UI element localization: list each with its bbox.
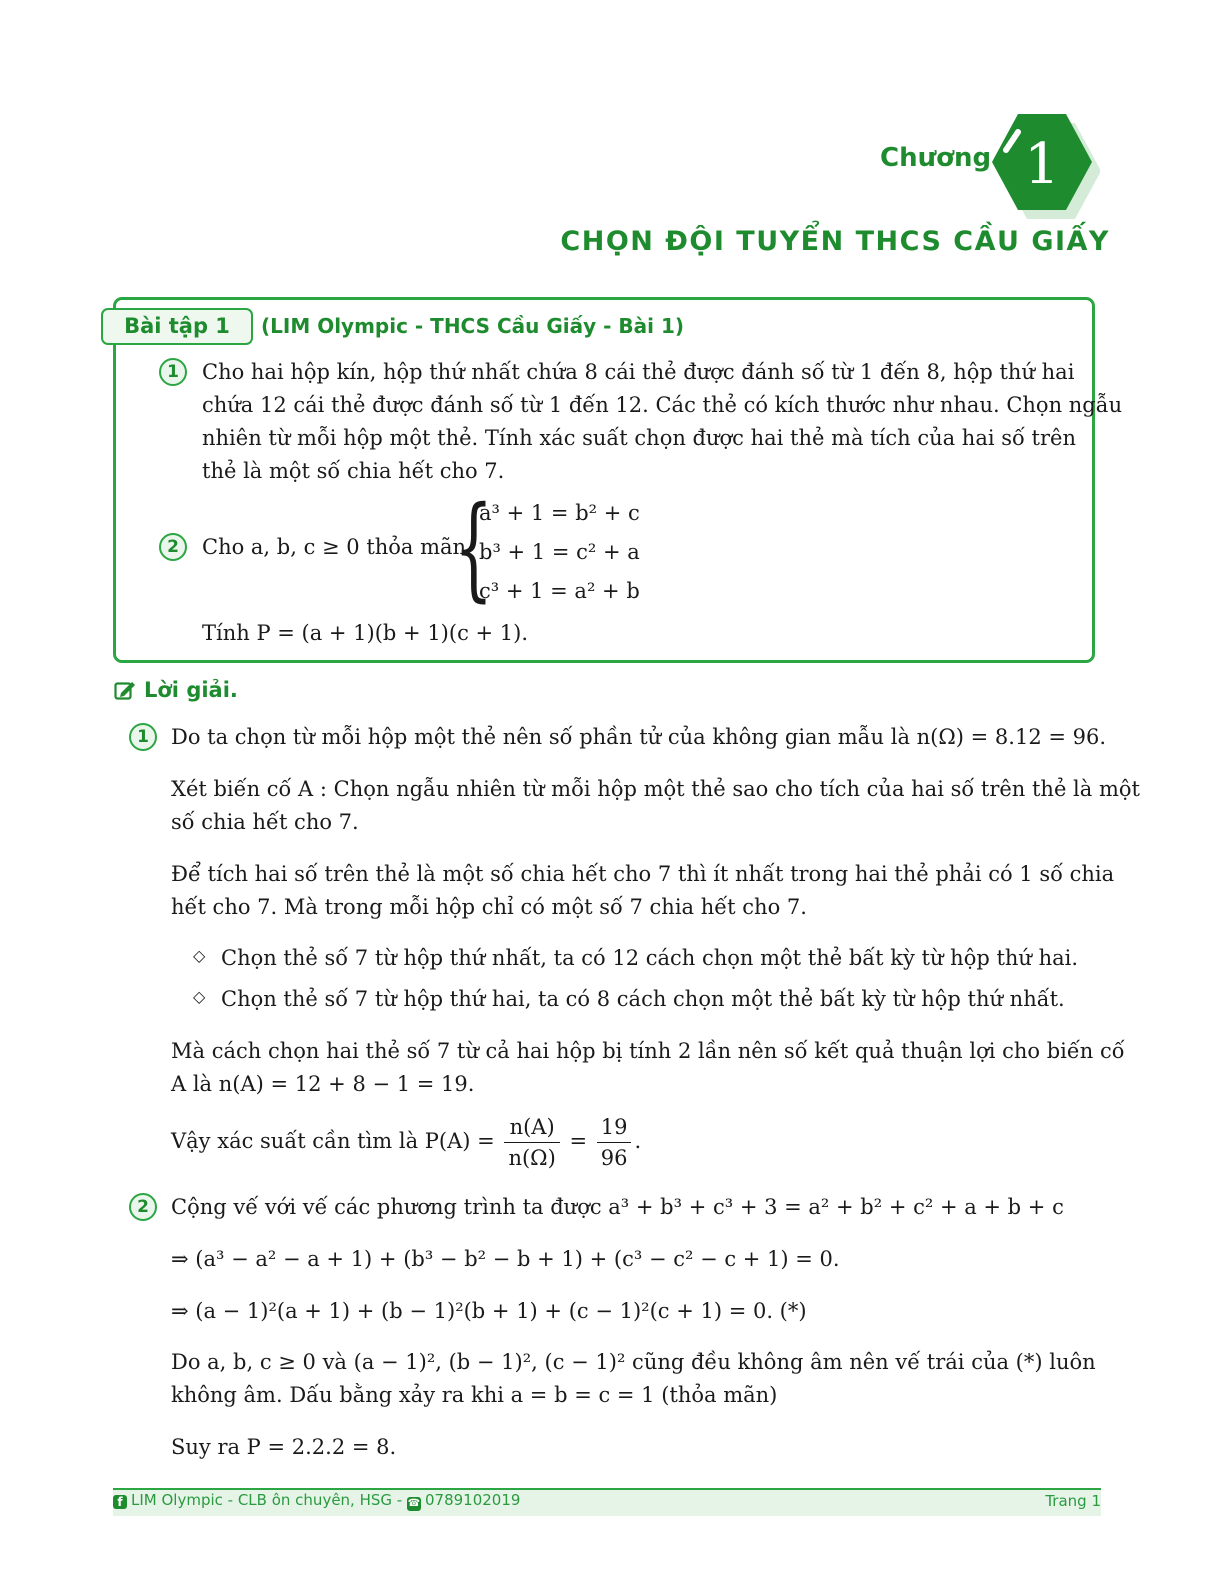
system-equation: c³ + 1 = a² + b	[479, 579, 640, 603]
equals-sign: =	[569, 1129, 588, 1153]
solution-heading	[114, 678, 238, 702]
problem-1-line: thẻ là một số chia hết cho 7.	[202, 459, 505, 483]
chapter-hexagon-badge	[988, 110, 1100, 222]
solution-line: Xét biến cố A : Chọn ngẫu nhiên từ mỗi hộp một thẻ sao cho tích của hai số trên thẻ là một	[171, 777, 1140, 801]
exercise-label: Bài tập 1	[101, 308, 253, 345]
page-number: Trang 1	[1045, 1492, 1101, 1510]
diamond-bullet-icon: ◇	[193, 946, 206, 965]
phone-icon: ☎	[407, 1498, 421, 1509]
solution-1-probability	[171, 1112, 641, 1173]
solution-line: Mà cách chọn hai thẻ số 7 từ cả hai hộp bị tính 2 lần nên số kết quả thuận lợi cho biến cố	[171, 1039, 1125, 1063]
solution-1-sample-space: Do ta chọn từ mỗi hộp một thẻ nên số phần tử của không gian mẫu là n(Ω) = 8.12 = 96.	[171, 725, 1107, 749]
period: .	[634, 1129, 642, 1153]
solution-line: hết cho 7. Mà trong mỗi hộp chỉ có một số 7 chia hết cho 7.	[171, 895, 807, 919]
exercise-source: (LIM Olympic - THCS Cầu Giấy - Bài 1)	[261, 314, 684, 338]
solution-line: không âm. Dấu bằng xảy ra khi a = b = c = 1 (thỏa mãn)	[171, 1383, 778, 1407]
footer-phone: 0789102019	[424, 1491, 521, 1509]
edit-icon	[114, 680, 136, 700]
problem-2-ask: Tính P = (a + 1)(b + 1)(c + 1).	[202, 621, 529, 645]
problem-2-number: 2	[159, 533, 187, 561]
problem-2-intro: Cho a, b, c ≥ 0 thỏa mãn	[202, 535, 467, 559]
fraction-19-96	[597, 1112, 632, 1173]
solution-2-number: 2	[129, 1193, 157, 1221]
fraction-denominator: 96	[600, 1146, 628, 1170]
footer-club-name: LIM Olympic - CLB ôn chuyên, HSG -	[131, 1491, 403, 1509]
diamond-bullet-icon: ◇	[193, 987, 206, 1006]
problem-1-number: 1	[159, 358, 187, 386]
solution-1-condition	[171, 858, 1114, 924]
solution-2-reason	[171, 1346, 1096, 1412]
solution-2-final: Suy ra P = 2.2.2 = 8.	[171, 1435, 397, 1459]
solution-2-sum: Cộng vế với vế các phương trình ta được a³ + b³ + c³ + 3 = a² + b² + c² + a + b + c	[171, 1195, 1064, 1219]
chapter-label: Chương	[880, 143, 992, 173]
solution-1-number: 1	[129, 723, 157, 751]
equation-system	[479, 494, 640, 611]
bullet-item: Chọn thẻ số 7 từ hộp thứ nhất, ta có 12 cách chọn một thẻ bất kỳ từ hộp thứ hai.	[221, 946, 1079, 970]
fraction-nA-nOmega	[504, 1112, 559, 1173]
fraction-numerator: n(A)	[504, 1112, 559, 1143]
solution-line: A là n(A) = 12 + 8 − 1 = 19.	[171, 1072, 475, 1096]
chapter-number: 1	[1024, 132, 1060, 197]
system-brace: {	[454, 483, 494, 613]
solution-2-step: ⇒ (a³ − a² − a + 1) + (b³ − b² − b + 1) + (c³ − c² − c + 1) = 0.	[171, 1247, 840, 1271]
system-equation: b³ + 1 = c² + a	[479, 540, 640, 564]
probability-prefix: Vậy xác suất cần tìm là P(A) =	[171, 1129, 495, 1153]
bullet-item: Chọn thẻ số 7 từ hộp thứ hai, ta có 8 cách chọn một thẻ bất kỳ từ hộp thứ nhất.	[221, 987, 1065, 1011]
problem-1-line: chứa 12 cái thẻ được đánh số từ 1 đến 12. Các thẻ có kích thước như nhau. Chọn ngẫu	[202, 393, 1123, 417]
solution-2-factored: ⇒ (a − 1)²(a + 1) + (b − 1)²(b + 1) + (c − 1)²(c + 1) = 0. (*)	[171, 1299, 807, 1323]
problem-1-text	[202, 356, 1122, 488]
solution-line: Do a, b, c ≥ 0 và (a − 1)², (b − 1)², (c − 1)² cũng đều không âm nên vế trái của (*) luôn	[171, 1350, 1096, 1374]
facebook-icon: f	[113, 1495, 127, 1509]
solution-line: Để tích hai số trên thẻ là một số chia hết cho 7 thì ít nhất trong hai thẻ phải có 1 số chia	[171, 862, 1115, 886]
chapter-title: CHỌN ĐỘI TUYỂN THCS CẦU GIẤY	[560, 226, 1110, 257]
problem-1-line: Cho hai hộp kín, hộp thứ nhất chứa 8 cái thẻ được đánh số từ 1 đến 8, hộp thứ hai	[202, 360, 1075, 384]
fraction-numerator: 19	[597, 1112, 632, 1143]
solution-1-count	[171, 1035, 1125, 1101]
solution-heading-text: Lời giải.	[144, 678, 238, 702]
fraction-denominator: n(Ω)	[508, 1146, 556, 1170]
solution-line: số chia hết cho 7.	[171, 810, 359, 834]
solution-1-event	[171, 773, 1140, 839]
system-equation: a³ + 1 = b² + c	[479, 501, 640, 525]
footer-club-info	[113, 1491, 520, 1511]
problem-1-line: nhiên từ mỗi hộp một thẻ. Tính xác suất chọn được hai thẻ mà tích của hai số trên	[202, 426, 1076, 450]
